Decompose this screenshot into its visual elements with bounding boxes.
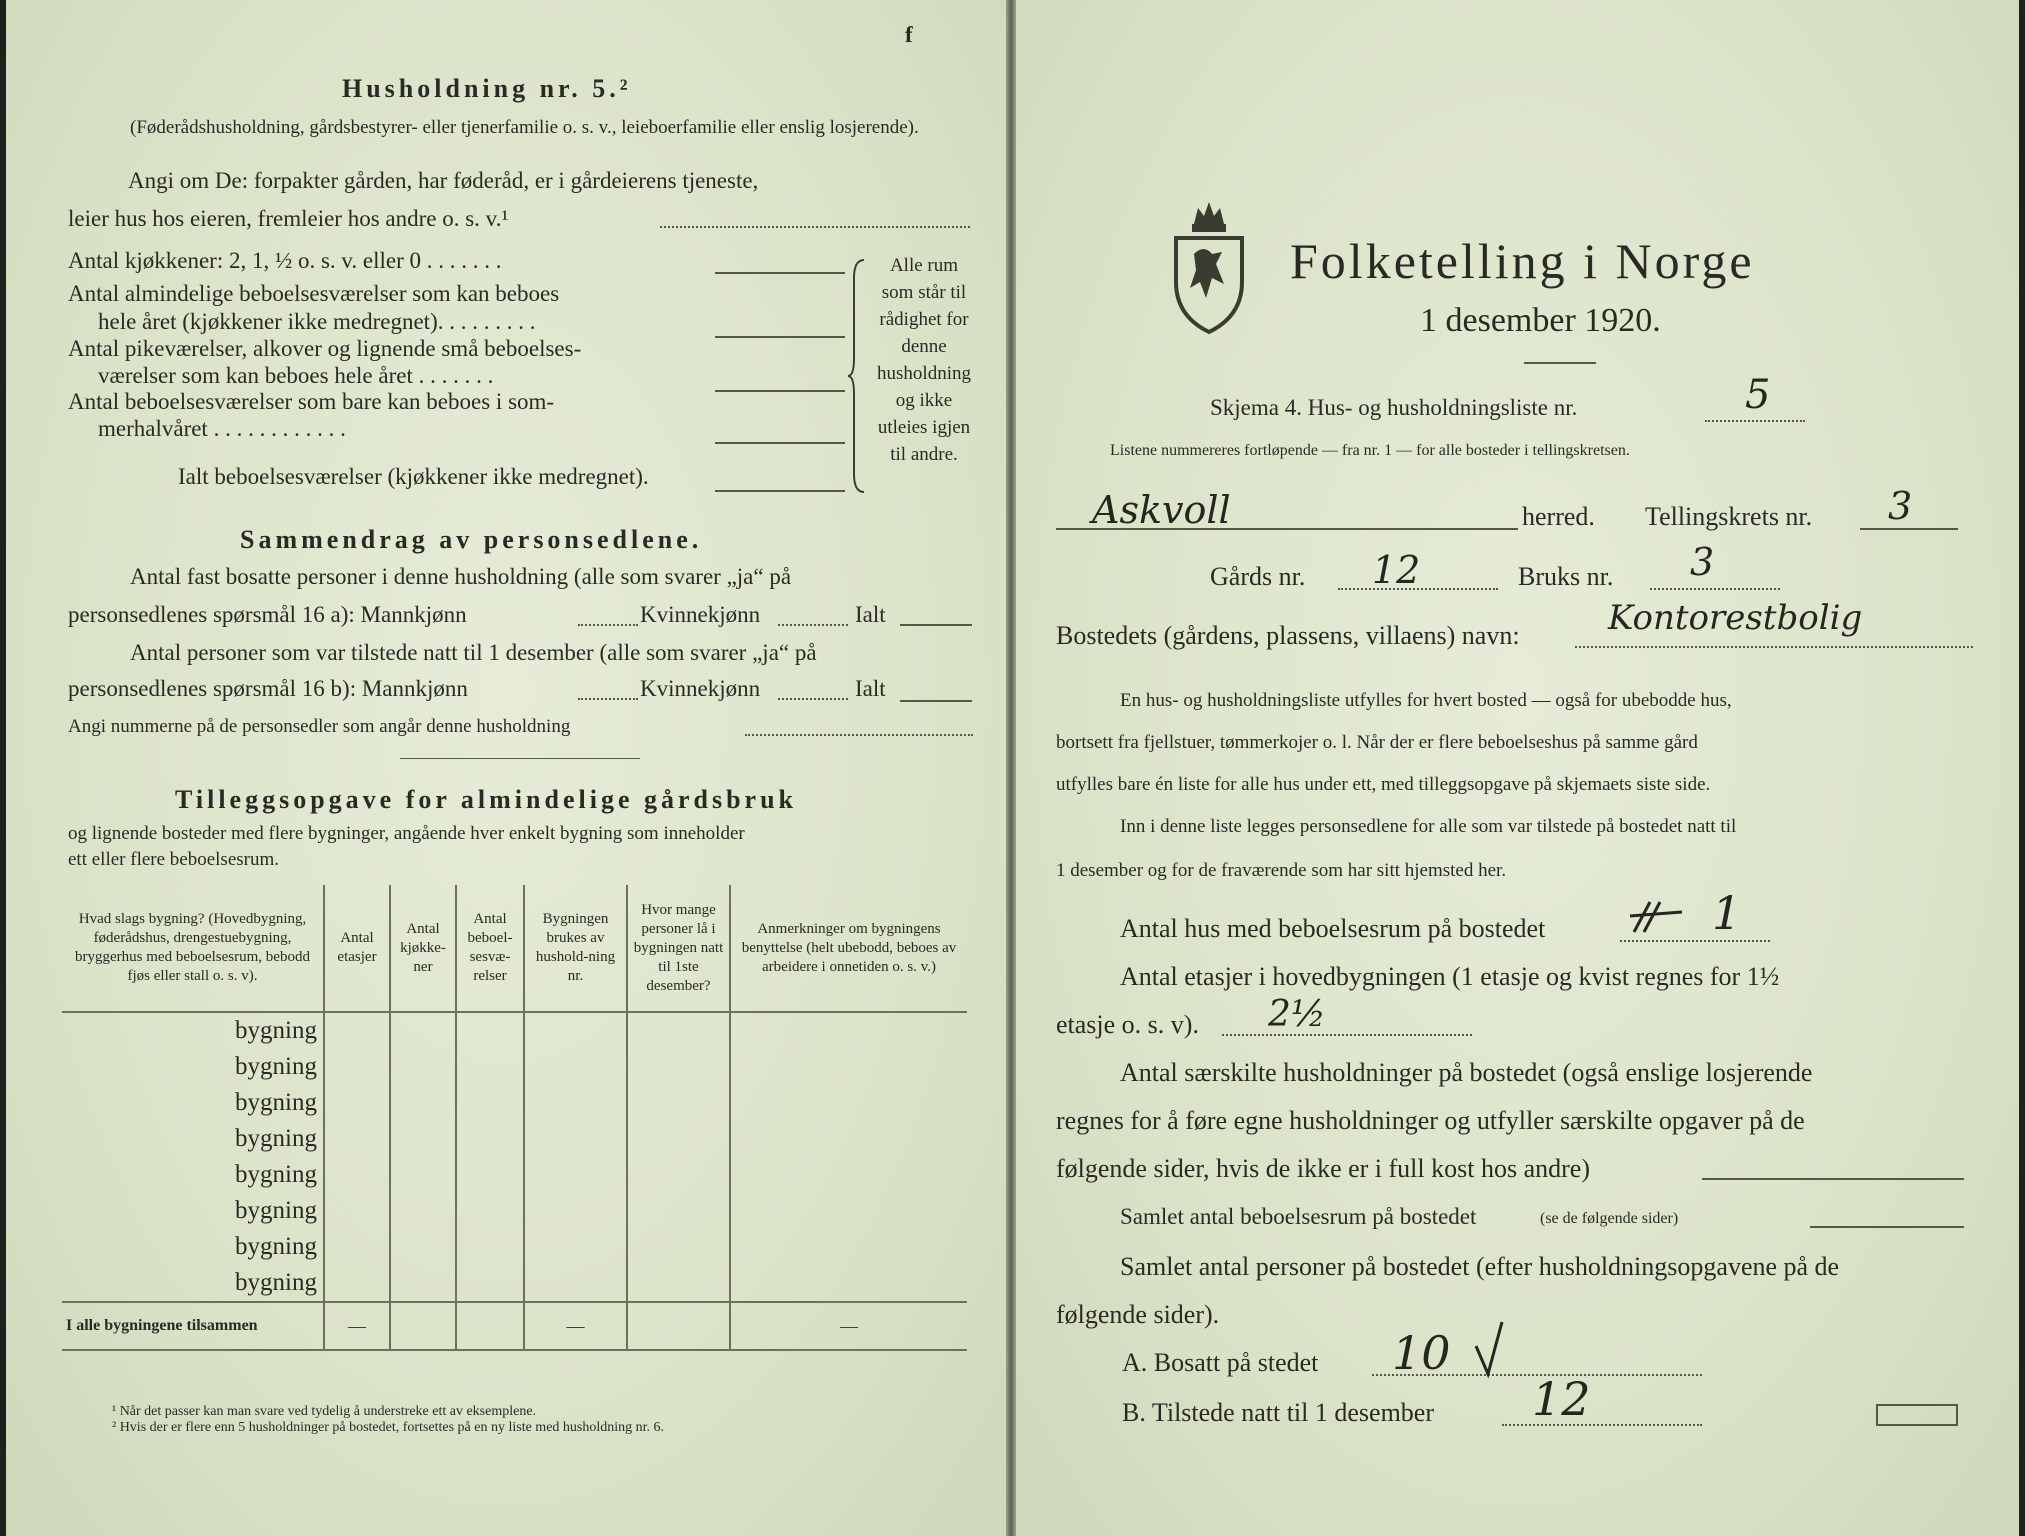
row-label: bygning: [235, 1161, 317, 1188]
total-floors: —: [324, 1302, 390, 1350]
rooms-bracket: [846, 258, 872, 494]
supplement-title: Tilleggsopgave for almindelige gårdsbruk: [175, 785, 798, 814]
col-kitchens-label: Antal kjøkke-ner: [400, 920, 446, 975]
row-label: bygning: [235, 1197, 317, 1224]
ordinary-rooms-label-1: Antal almindelige beboelsesværelser som kan beboes: [68, 281, 560, 306]
summary-resident-line-2: personsedlenes spørsmål 16 a): Mannkjønn: [68, 602, 467, 627]
kitchens-label: Antal kjøkkener: 2, 1, ½ o. s. v. eller 0 . . . . . . .: [68, 248, 502, 273]
bruks-value: 3: [1690, 540, 1715, 584]
resident-value: 10: [1392, 1326, 1451, 1380]
resident-total-field[interactable]: [900, 624, 972, 626]
summary-present-line-2: personsedlenes spørsmål 16 b): Mannkjønn: [68, 676, 468, 701]
kitchens-answer-line[interactable]: [715, 272, 845, 274]
date-underline: [1524, 362, 1596, 364]
rooms-bracket-note: Alle rum som står til rådighet for denne husholdning og ikke utleies igjen til andre.: [877, 255, 971, 465]
bosted-label: Bostedets (gårdens, plassens, villaens) navn:: [1056, 621, 1520, 650]
table-row[interactable]: [62, 1012, 967, 1049]
bosted-field[interactable]: [1575, 646, 1973, 648]
row-label: bygning: [235, 1017, 317, 1044]
footnote-1: ¹ Når det passer kan man svare ved tydelig å understreke ett av eksemplene.: [112, 1404, 537, 1419]
resident-female-label: Kvinnekjønn: [640, 602, 761, 627]
bruks-label: Bruks nr.: [1518, 562, 1614, 591]
row-label: bygning: [235, 1089, 317, 1116]
floors-line-2: etasje o. s. v).: [1056, 1010, 1199, 1039]
row-label: bygning: [235, 1269, 317, 1296]
maid-rooms-label-2: værelser som kan beboes hele året . . . . . . .: [98, 363, 494, 388]
summer-rooms-answer-line[interactable]: [715, 442, 845, 444]
maid-rooms-label-1: Antal pikeværelser, alkover og lignende små beboelses-: [68, 336, 582, 361]
summary-resident-line-1: Antal fast bosatte personer i denne husholdning (alle som svarer „ja“ på: [130, 564, 792, 589]
supplement-desc-1: og lignende bosteder med flere bygninger, angående hver enkelt bygning som inneholder: [68, 823, 745, 844]
checkmark-icon: [1470, 1318, 1510, 1378]
angi-answer-line[interactable]: [660, 226, 970, 228]
skjema-nr-field[interactable]: [1705, 420, 1805, 422]
angi-line-1: Angi om De: forpakter gården, har føderåd, er i gårdeierens tjeneste,: [128, 168, 759, 193]
persons-line-1: Samlet antal personer på bostedet (efter husholdningsopgavene på de: [1120, 1252, 1840, 1281]
floors-line-1: Antal etasjer i hovedbygningen (1 etasje og kvist regnes for 1½: [1120, 962, 1780, 991]
row-label: bygning: [235, 1125, 317, 1152]
col-building-type-label: Hvad slags bygning? (Hovedbygning, føderådshus, drengestuebygning, bryggerhus med beboelsesrum, bebodd fjøs eller stall o. s. v).: [75, 911, 310, 984]
rooms-total-label: Samlet antal beboelsesrum på bostedet: [1120, 1204, 1477, 1229]
herred-value: Askvoll: [1092, 488, 1231, 532]
col-floors-label: Antal etasjer: [337, 930, 377, 965]
separate-line-1: Antal særskilte husholdninger på bostedet (også enslige losjerende: [1120, 1058, 1813, 1087]
krets-label: Tellingskrets nr.: [1645, 502, 1813, 531]
form-title: Folketelling i Norge: [1290, 233, 1755, 289]
present-label: B. Tilstede natt til 1 desember: [1122, 1398, 1434, 1427]
table-row[interactable]: [62, 1265, 967, 1302]
total-rooms-answer-line[interactable]: [715, 490, 845, 492]
household-note: (Føderådshusholdning, gårdsbestyrer- eller tjenerfamilie o. s. v., leieboerfamilie eller enslig losjerende).: [130, 117, 919, 138]
supplement-desc-2: ett eller flere beboelsesrum.: [68, 849, 280, 870]
table-row[interactable]: [62, 1193, 967, 1229]
krets-value: 3: [1888, 484, 1913, 528]
col-persons-label: Hvor mange personer lå i bygningen natt til 1ste desember?: [633, 901, 724, 994]
col-remarks: [730, 885, 967, 1012]
table-total-row: [62, 1302, 967, 1350]
numbering-note: Listene nummereres fortløpende — fra nr. 1 — for alle bosteder i tellingskretsen.: [1110, 442, 1630, 459]
houses-field[interactable]: [1620, 940, 1770, 942]
present-total-field[interactable]: [900, 700, 972, 702]
gards-label: Gårds nr.: [1210, 562, 1306, 591]
total-remarks: —: [730, 1302, 967, 1350]
floors-value: 2½: [1268, 994, 1326, 1035]
summary-present-line-1: Antal personer som var tilstede natt til 1 desember (alle som svarer „ja“ på: [130, 640, 817, 665]
summary-title: Sammendrag av personsedlene.: [240, 525, 703, 554]
persons-line-2: følgende sider).: [1056, 1300, 1220, 1329]
col-household-nr: [524, 885, 627, 1012]
coat-of-arms-icon: [1168, 190, 1250, 338]
resident-female-field[interactable]: [778, 624, 848, 626]
resident-total-label: Ialt: [855, 602, 886, 627]
instructions-5: 1 desember og for de fraværende som har sitt hjemsted her.: [1056, 860, 1507, 881]
col-rooms: [456, 885, 524, 1012]
table-row[interactable]: [62, 1157, 967, 1193]
separate-field[interactable]: [1702, 1178, 1964, 1180]
rooms-total-note: (se de følgende sider): [1540, 1210, 1679, 1227]
book-spine: [1006, 0, 1016, 1536]
table-row[interactable]: [62, 1085, 967, 1121]
maid-rooms-answer-line[interactable]: [715, 390, 845, 392]
ordinary-rooms-answer-line[interactable]: [715, 336, 845, 338]
present-value: 12: [1532, 1372, 1591, 1426]
krets-field[interactable]: [1860, 528, 1958, 530]
floors-field[interactable]: [1222, 1034, 1472, 1036]
table-row[interactable]: [62, 1121, 967, 1157]
instructions-4: Inn i denne liste legges personsedlene for alle som var tilstede på bostedet natt til: [1120, 816, 1737, 837]
table-row[interactable]: [62, 1049, 967, 1085]
resident-label: A. Bosatt på stedet: [1122, 1348, 1319, 1377]
resident-male-field[interactable]: [578, 624, 638, 626]
rooms-total-field[interactable]: [1810, 1226, 1964, 1228]
form-date: 1 desember 1920.: [1420, 302, 1661, 339]
col-rooms-label: Antal beboel-sesvæ-relser: [467, 911, 513, 984]
houses-value: 1: [1712, 886, 1742, 940]
houses-label: Antal hus med beboelsesrum på bostedet: [1120, 914, 1546, 943]
herred-label: herred.: [1522, 502, 1595, 531]
instructions-2: bortsett fra fjellstuer, tømmerkojer o. l. Når der er flere beboelseshus på samme gård: [1056, 732, 1698, 753]
gards-value: 12: [1372, 548, 1421, 592]
numbers-field[interactable]: [745, 734, 973, 736]
household-title: Husholdning nr. 5.²: [342, 74, 632, 103]
total-household: —: [524, 1302, 627, 1350]
summer-rooms-label-1: Antal beboelsesværelser som bare kan beboes i som-: [68, 389, 555, 414]
total-row-label: I alle bygningene tilsammen: [62, 1302, 324, 1350]
instructions-1: En hus- og husholdningsliste utfylles for hvert bosted — også for ubebodde hus,: [1120, 690, 1732, 711]
col-remarks-label: Anmerkninger om bygningens benyttelse (helt ubebodd, beboes av arbeidere i onnetiden o. s. v.): [741, 920, 957, 975]
top-mark: f: [905, 22, 913, 47]
angi-line-2: leier hus hos eieren, fremleier hos andre o. s. v.¹: [68, 206, 509, 231]
separate-line-3: følgende sider, hvis de ikke er i full kost hos andre): [1056, 1154, 1590, 1183]
skjema-nr-value: 5: [1745, 372, 1771, 418]
footnote-2: ² Hvis der er flere enn 5 husholdninger på bostedet, fortsettes på en ny liste med husholdning nr. 6.: [112, 1420, 665, 1435]
separator-rule: [400, 758, 640, 759]
separate-line-2: regnes for å føre egne husholdninger og utfyller særskilte opgaver på de: [1056, 1106, 1805, 1135]
total-rooms-label: Ialt beboelsesværelser (kjøkkener ikke medregnet).: [178, 464, 649, 489]
present-male-field[interactable]: [578, 698, 638, 700]
col-household-nr-label: Bygningen brukes av hushold-ning nr.: [535, 911, 616, 984]
present-female-label: Kvinnekjønn: [640, 676, 761, 701]
printer-stamp: [1876, 1404, 1958, 1426]
instructions-3: utfylles bare én liste for alle hus under ett, med tilleggsopgave på skjemaets siste side.: [1056, 774, 1711, 795]
row-label: bygning: [235, 1053, 317, 1080]
bruks-field[interactable]: [1650, 588, 1780, 590]
struck-number-mark: [1628, 898, 1688, 938]
present-female-field[interactable]: [778, 698, 848, 700]
col-floors: [324, 885, 390, 1012]
skjema-label: Skjema 4. Hus- og husholdningsliste nr.: [1210, 395, 1578, 420]
col-kitchens: [390, 885, 456, 1012]
summer-rooms-label-2: merhalvåret . . . . . . . . . . . .: [98, 416, 346, 441]
buildings-table: [62, 885, 967, 1351]
present-total-label: Ialt: [855, 676, 886, 701]
bosted-value: Kontorestbolig: [1608, 598, 1863, 638]
row-label: bygning: [235, 1233, 317, 1260]
col-building-type: [62, 885, 324, 1012]
ordinary-rooms-label-2: hele året (kjøkkener ikke medregnet). . . . . . . . .: [98, 309, 536, 334]
table-row[interactable]: [62, 1229, 967, 1265]
col-persons: [627, 885, 730, 1012]
numbers-label: Angi nummerne på de personsedler som angår denne husholdning: [68, 716, 571, 737]
